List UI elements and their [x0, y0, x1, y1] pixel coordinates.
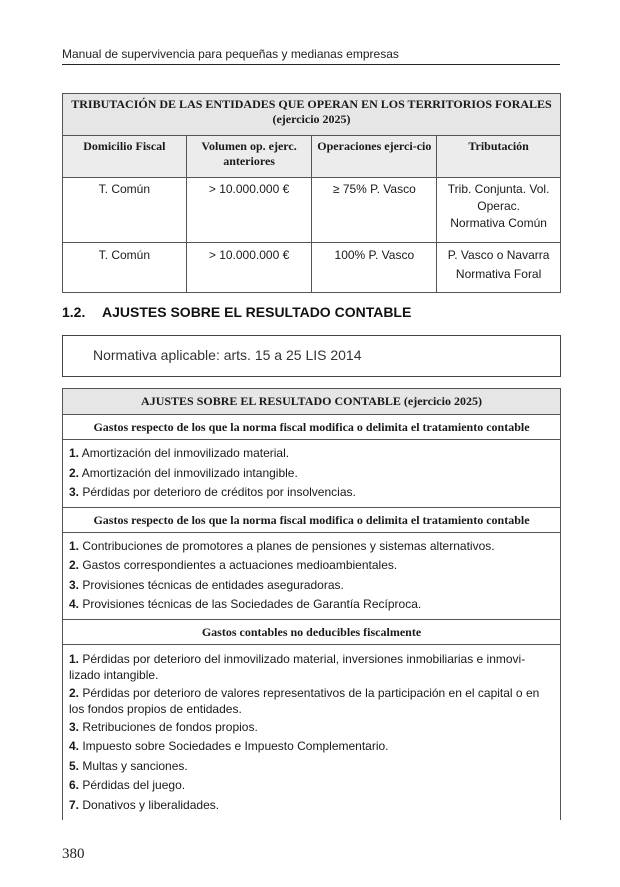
- cell-tributacion: [437, 243, 561, 293]
- tributacion-line: Normativa Foral: [455, 267, 542, 281]
- normativa-box: [62, 335, 561, 377]
- table-row: [63, 178, 561, 243]
- section-heading: [62, 304, 411, 320]
- list-item: 1. Contribuciones de promotores a planes de pensiones y sistemas alternativos.: [69, 538, 495, 553]
- col-header-domicilio: Domicilio Fiscal: [63, 136, 187, 178]
- tributacion-title-line2: (ejercicio 2025): [272, 112, 351, 126]
- cell-domicilio: T. Común: [63, 178, 187, 243]
- col-header-volumen: Volumen op. ejerc. anteriores: [186, 136, 312, 178]
- ajustes-table-title: AJUSTES SOBRE EL RESULTADO CONTABLE (ejercicio 2025): [63, 389, 560, 415]
- ajustes-table: [62, 388, 561, 820]
- cell-operaciones: 100% P. Vasco: [312, 243, 437, 293]
- tributacion-line: Trib. Conjunta. Vol.: [447, 182, 550, 196]
- tributacion-header-row: [63, 136, 561, 178]
- list-item: 4. Provisiones técnicas de las Sociedades de Garantía Recíproca.: [69, 597, 422, 611]
- group-items: [63, 440, 560, 508]
- tributacion-line: Operac.: [477, 199, 520, 213]
- page-number: 380: [62, 846, 85, 862]
- section-number: 1.2.: [62, 304, 86, 320]
- tributacion-table-title: [63, 94, 561, 136]
- tributacion-table: [62, 93, 561, 293]
- list-item: 4. Impuesto sobre Sociedades e Impuesto Complementario.: [69, 739, 389, 753]
- group-heading: Gastos respecto de los que la norma fiscal modifica o delimita el tratamiento contable: [63, 415, 560, 440]
- list-item: 7. Donativos y liberalidades.: [69, 797, 220, 812]
- list-item: 2. Amortización del inmovilizado intangible.: [69, 465, 298, 480]
- list-item: 3. Retribuciones de fondos propios.: [69, 719, 258, 734]
- list-item: 2. Pérdidas por deterioro de valores representativos de la participación en el capital o en los fondos propios de entidades.: [69, 685, 540, 716]
- list-item: 1. Amortización del inmovilizado material.: [69, 446, 290, 460]
- tributacion-line: Normativa Común: [450, 216, 547, 230]
- tributacion-line: P. Vasco o Navarra: [447, 248, 550, 262]
- cell-tributacion: [437, 178, 561, 243]
- cell-operaciones: ≥ 75% P. Vasco: [312, 178, 437, 243]
- running-head: Manual de supervivencia para pequeñas y medianas empresas: [62, 47, 560, 65]
- table-row: [63, 243, 561, 293]
- group-items: [63, 533, 560, 620]
- group-items: [63, 645, 560, 820]
- group-heading: Gastos contables no deducibles fiscalmente: [63, 620, 560, 645]
- list-item: 1. Pérdidas por deterioro del inmovilizado material, inversiones inmobiliarias e inmovi-lizado intangible.: [69, 651, 526, 682]
- tributacion-title-line1: TRIBUTACIÓN DE LAS ENTIDADES QUE OPERAN EN LOS TERRITORIOS FORALES: [71, 97, 552, 111]
- cell-volumen: > 10.000.000 €: [186, 178, 312, 243]
- section-title: AJUSTES SOBRE EL RESULTADO CONTABLE: [102, 304, 412, 320]
- list-item: 6. Pérdidas del juego.: [69, 778, 186, 792]
- list-item: 5. Multas y sanciones.: [69, 758, 188, 773]
- normativa-text: Normativa aplicable: arts. 15 a 25 LIS 2014: [93, 347, 362, 363]
- list-item: 2. Gastos correspondientes a actuaciones medioambientales.: [69, 558, 398, 572]
- list-item: 3. Provisiones técnicas de entidades aseguradoras.: [69, 577, 344, 592]
- col-header-tributacion: Tributación: [437, 136, 561, 178]
- group-heading: Gastos respecto de los que la norma fiscal modifica o delimita el tratamiento contable: [63, 508, 560, 533]
- list-item: 3. Pérdidas por deterioro de créditos por insolvencias.: [69, 485, 356, 499]
- cell-volumen: > 10.000.000 €: [186, 243, 312, 293]
- col-header-operaciones: Operaciones ejerci-cio: [312, 136, 437, 178]
- cell-domicilio: T. Común: [63, 243, 187, 293]
